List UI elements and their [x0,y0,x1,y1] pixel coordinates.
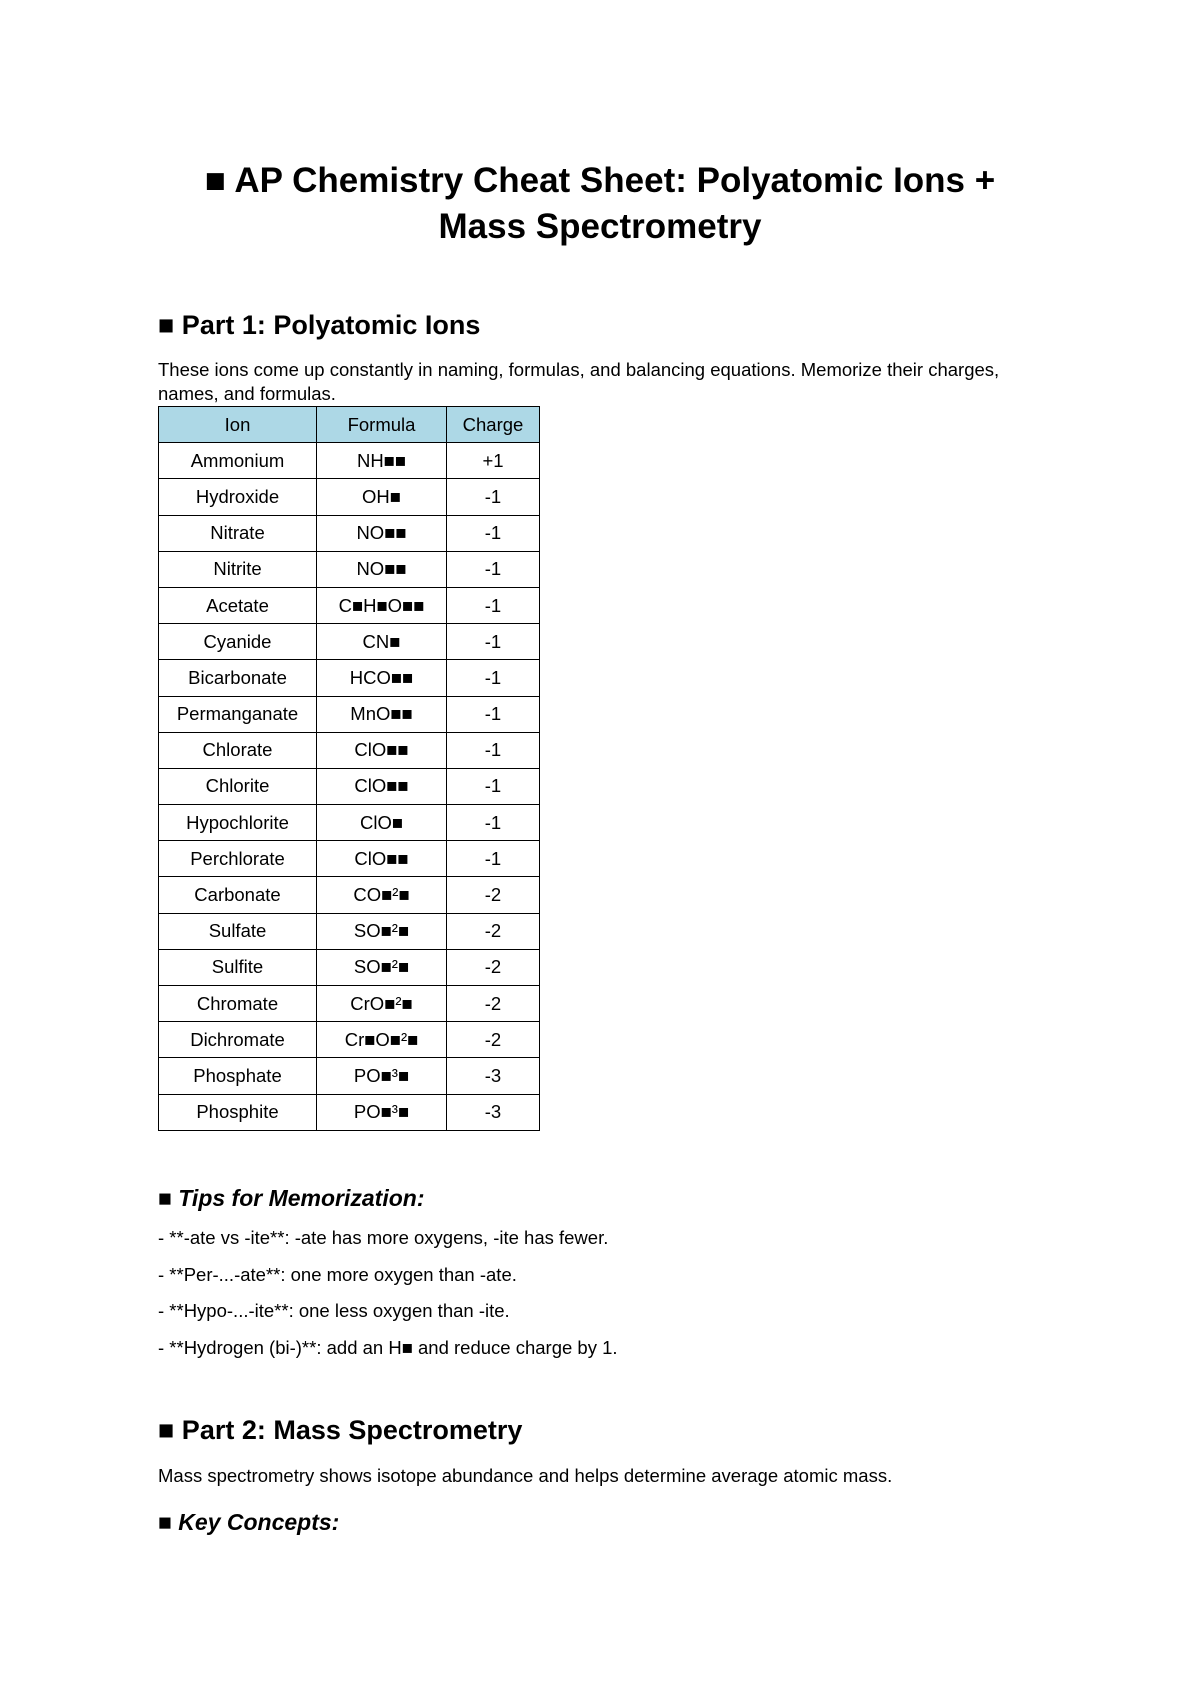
ion-name: Permanganate [159,696,317,732]
list-item: - **Hydrogen (bi-)**: add an H■ and reduce charge by 1. [158,1336,618,1358]
ion-formula: OH■ [317,479,447,515]
ion-name: Dichromate [159,1022,317,1058]
ion-formula: PO■³■ [317,1094,447,1130]
ion-formula: ClO■ [317,805,447,841]
ion-name: Hypochlorite [159,805,317,841]
ion-formula: NO■■ [317,551,447,587]
polyatomic-ions-table [158,406,540,1131]
table-row [159,1022,540,1058]
ion-name: Sulfate [159,913,317,949]
ion-charge: -1 [447,515,540,551]
table-row [159,986,540,1022]
ion-formula: Cr■O■²■ [317,1022,447,1058]
list-item: - **Hypo-...-ite**: one less oxygen than -ite. [158,1300,510,1321]
table-row [159,949,540,985]
table-row [159,443,540,479]
ion-name: Bicarbonate [159,660,317,696]
ion-charge: -3 [447,1094,540,1130]
ion-charge: +1 [447,443,540,479]
square-bullet-icon: ■ [158,1509,172,1535]
part2-heading: ■ Part 2: Mass Spectrometry [158,1415,523,1445]
ion-name: Acetate [159,587,317,623]
ion-name: Nitrate [159,515,317,551]
ion-formula: NH■■ [317,443,447,479]
ion-formula: SO■²■ [317,913,447,949]
table-header-row [159,407,540,443]
ion-formula: CN■ [317,624,447,660]
ion-charge: -1 [447,805,540,841]
square-bullet-icon: ■ [158,1185,172,1211]
table-row [159,877,540,913]
ion-charge: -1 [447,624,540,660]
ion-charge: -1 [447,660,540,696]
key-concepts-heading-text: Key Concepts: [178,1509,340,1535]
document-title [120,158,1080,250]
part2-intro: Mass spectrometry shows isotope abundance and helps determine average atomic mass. [158,1465,893,1486]
table-row [159,624,540,660]
table-row [159,1058,540,1094]
ion-name: Perchlorate [159,841,317,877]
ion-name: Carbonate [159,877,317,913]
title-line-1: ■ AP Chemistry Cheat Sheet: Polyatomic Ions + [204,161,996,200]
ion-name: Phosphite [159,1094,317,1130]
ion-formula: CO■²■ [317,877,447,913]
header-formula: Formula [317,407,447,443]
ion-name: Chromate [159,986,317,1022]
table-row [159,660,540,696]
ion-charge: -2 [447,877,540,913]
ion-charge: -1 [447,587,540,623]
table-row [159,732,540,768]
table-row [159,551,540,587]
ion-charge: -2 [447,986,540,1022]
ion-formula: CrO■²■ [317,986,447,1022]
ion-name: Cyanide [159,624,317,660]
ion-charge: -1 [447,479,540,515]
table-row [159,696,540,732]
ion-formula: NO■■ [317,515,447,551]
ion-formula: C■H■O■■ [317,587,447,623]
ion-formula: ClO■■ [317,841,447,877]
ion-formula: ClO■■ [317,732,447,768]
part1-heading: ■ Part 1: Polyatomic Ions [158,310,481,340]
ion-name: Phosphate [159,1058,317,1094]
table-row [159,768,540,804]
ion-name: Nitrite [159,551,317,587]
tips-list [158,1226,618,1372]
ion-formula: MnO■■ [317,696,447,732]
ion-charge: -3 [447,1058,540,1094]
ion-name: Sulfite [159,949,317,985]
tips-heading-text: Tips for Memorization: [178,1185,425,1211]
ion-name: Hydroxide [159,479,317,515]
ion-charge: -2 [447,1022,540,1058]
key-concepts-heading [158,1508,339,1536]
ion-charge: -2 [447,913,540,949]
title-line-2: Mass Spectrometry [438,207,762,246]
ion-charge: -1 [447,732,540,768]
table-row [159,515,540,551]
ion-charge: -1 [447,841,540,877]
ion-name: Chlorite [159,768,317,804]
header-charge: Charge [447,407,540,443]
table-row [159,841,540,877]
table-row [159,805,540,841]
ion-formula: SO■²■ [317,949,447,985]
ion-name: Ammonium [159,443,317,479]
ion-charge: -1 [447,768,540,804]
ion-formula: HCO■■ [317,660,447,696]
ion-formula: ClO■■ [317,768,447,804]
table-row [159,587,540,623]
header-ion: Ion [159,407,317,443]
table-row [159,479,540,515]
ion-charge: -2 [447,949,540,985]
table-row [159,1094,540,1130]
table-row [159,913,540,949]
ion-charge: -1 [447,551,540,587]
list-item: - **Per-...-ate**: one more oxygen than -ate. [158,1263,517,1285]
list-item: - **-ate vs -ite**: -ate has more oxygens, -ite has fewer. [158,1227,609,1248]
ion-formula: PO■³■ [317,1058,447,1094]
ion-name: Chlorate [159,732,317,768]
part1-intro: These ions come up constantly in naming, formulas, and balancing equations. Memorize their charges, names, and formulas. [158,359,1000,404]
tips-heading [158,1184,425,1212]
ion-charge: -1 [447,696,540,732]
